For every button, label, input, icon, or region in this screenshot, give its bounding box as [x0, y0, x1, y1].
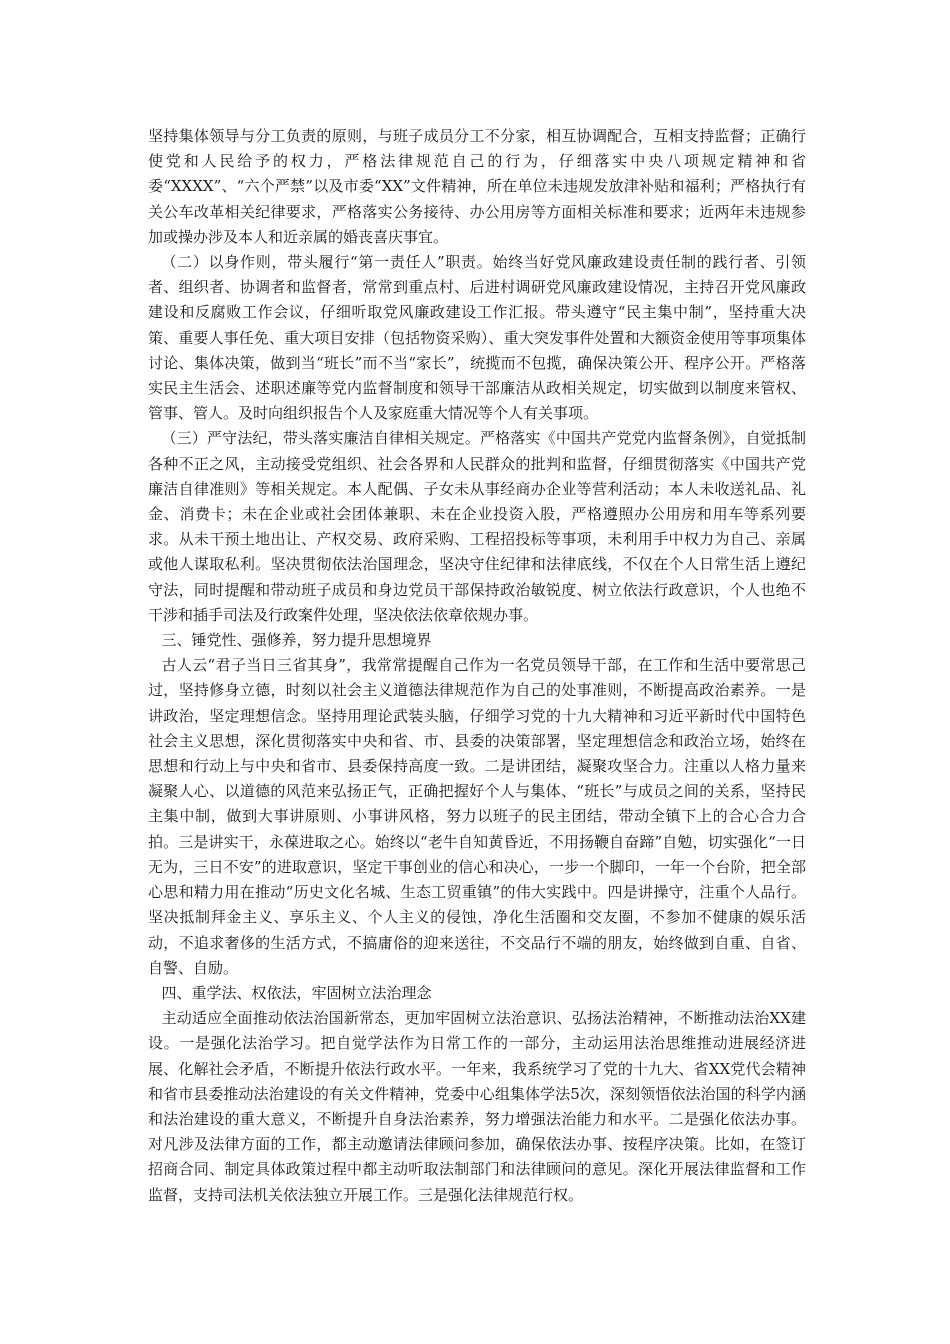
- section-heading-4: 四、重学法、权依法，牢固树立法治理念: [161, 983, 432, 1002]
- document-body: [148, 124, 806, 1208]
- paragraph-rule-of-law: 主动适应全面推动依法治国新常态，更加牢固树立法治意识、弘扬法治精神，不断推动法治XX建设。一是强化法治学习。把自觉学法作为日常工作的一部分，主动运用法治思维推动进展经济进展、化解社会矛盾，不断提升依法行政水平。一年来，我系统学习了党的十九大、省XX党代会精神和省市县委推动法治建设的有关文件精神，党委中心组集体学法5次，深刻领悟依法治国的科学内涵和法治建设的重大意义，不断提升自身法治素养，努力增强法治能力和水平。二是强化依法办事。对凡涉及法律方面的工作，都主动邀请法律顾问参加，确保依法办事、按程序决策。比如，在签订招商合同、制定具体政策过程中都主动听取法制部门和法律顾问的意见。深化开展法律监督和工作监督，支持司法机关依法独立开展工作。三是强化法律规范行权。: [148, 1009, 806, 1204]
- paragraph-self-cultivation: 古人云“君子当日三省其身”，我常常提醒自己作为一名党员领导干部，在工作和生活中要常思己过，坚持修身立德，时刻以社会主义道德法律规范作为自己的处事准则，不断提高政治素养。一是讲政治，坚定理想信念。坚持用理论武装头脑，仔细学习党的十九大精神和习近平新时代中国特色社会主义思想，深化贯彻落实中央和省、市、县委的决策部署，坚定理想信念和政治立场，始终在思想和行动上与中央和省市、县委保持高度一致。二是讲团结，凝聚攻坚合力。注重以人格力量来凝聚人心、以道德的风范来弘扬正气，正确把握好个人与集体、“班长”与成员之间的关系，坚持民主集中制，做到大事讲原则、小事讲风格，努力以班子的民主团结，带动全镇下上的合心合力合拍。三是讲实干，永葆进取之心。始终以“老牛自知黄昏近，不用扬鞭自奋蹄”自勉，切实强化“一日无为，三日不安”的进取意识，坚定干事创业的信心和决心，一步一个脚印，一年一个台阶，把全部心思和精力用在推动“历史文化名城、生态工贸重镇”的伟大实践中。四是讲操守，注重个人品行。坚决抵制拜金主义、享乐主义、个人主义的侵蚀，净化生活圈和交友圈，不参加不健康的娱乐活动，不追求奢侈的生活方式，不搞庸俗的迎来送往，不交品行不端的朋友，始终做到自重、自省、自警、自励。: [148, 656, 806, 977]
- paragraph-section-3: （三）严守法纪，带头落实廉洁自律相关规定。严格落实《中国共产党党内监督条例》，自觉抵制各种不正之风，主动接受党组织、社会各界和人民群众的批判和监督，仔细贯彻落实《中国共产党廉洁自律准则》等相关规定。本人配偶、子女未从事经商办企业等营利活动；本人未收送礼品、礼金、消费卡；未在企业或社会团体兼职、未在企业投资入股，严格遵照办公用房和用车等系列要求。从未干预土地出让、产权交易、政府采购、工程招投标等事项，未利用手中权力为自己、亲属或他人谋取私利。坚决贯彻依法治国理念，坚决守住纪律和法律底线，不仅在个人日常生活上遵纪守法，同时提醒和带动班子成员和身边党员干部保持政治敏锐度、树立依法行政意识，个人也绝不干涉和插手司法及行政案件处理，坚决依法依章依规办事。: [148, 429, 806, 624]
- paragraph-continuation: 坚持集体领导与分工负责的原则，与班子成员分工不分家，相互协调配合，互相支持监督；正确行使党和人民给予的权力，严格法律规范自己的行为，仔细落实中央八项规定精神和省委“XXXX”、“六个严禁”以及市委“XX”文件精神，所在单位未违规发放津补贴和福利；严格执行有关公车改革相关纪律要求，严格落实公务接待、办公用房等方面相关标准和要求；近两年未违规参加或操办涉及本人和近亲属的婚丧喜庆事宜。: [148, 127, 806, 246]
- section-heading-3: 三、锤党性、强修养，努力提升思想境界: [161, 631, 432, 650]
- paragraph-section-2: （二）以身作则，带头履行“第一责任人”职责。始终当好党风廉政建设责任制的践行者、引领者、组织者、协调者和监督者，常常到重点村、后进村调研党风廉政建设情况，主持召开党风廉政建设和反腐败工作会议，仔细听取党风廉政建设工作汇报。带头遵守“民主集中制”，坚持重大决策、重要人事任免、重大项目安排（包括物资采购）、重大突发事件处置和大额资金使用等事项集体讨论、集体决策，做到当“班长”而不当“家长”，统揽而不包揽，确保决策公开、程序公开。严格落实民主生活会、述职述廉等党内监督制度和领导干部廉洁从政相关规定，切实做到以制度来管权、管事、管人。及时向组织报告个人及家庭重大情况等个人有关事项。: [148, 253, 806, 423]
